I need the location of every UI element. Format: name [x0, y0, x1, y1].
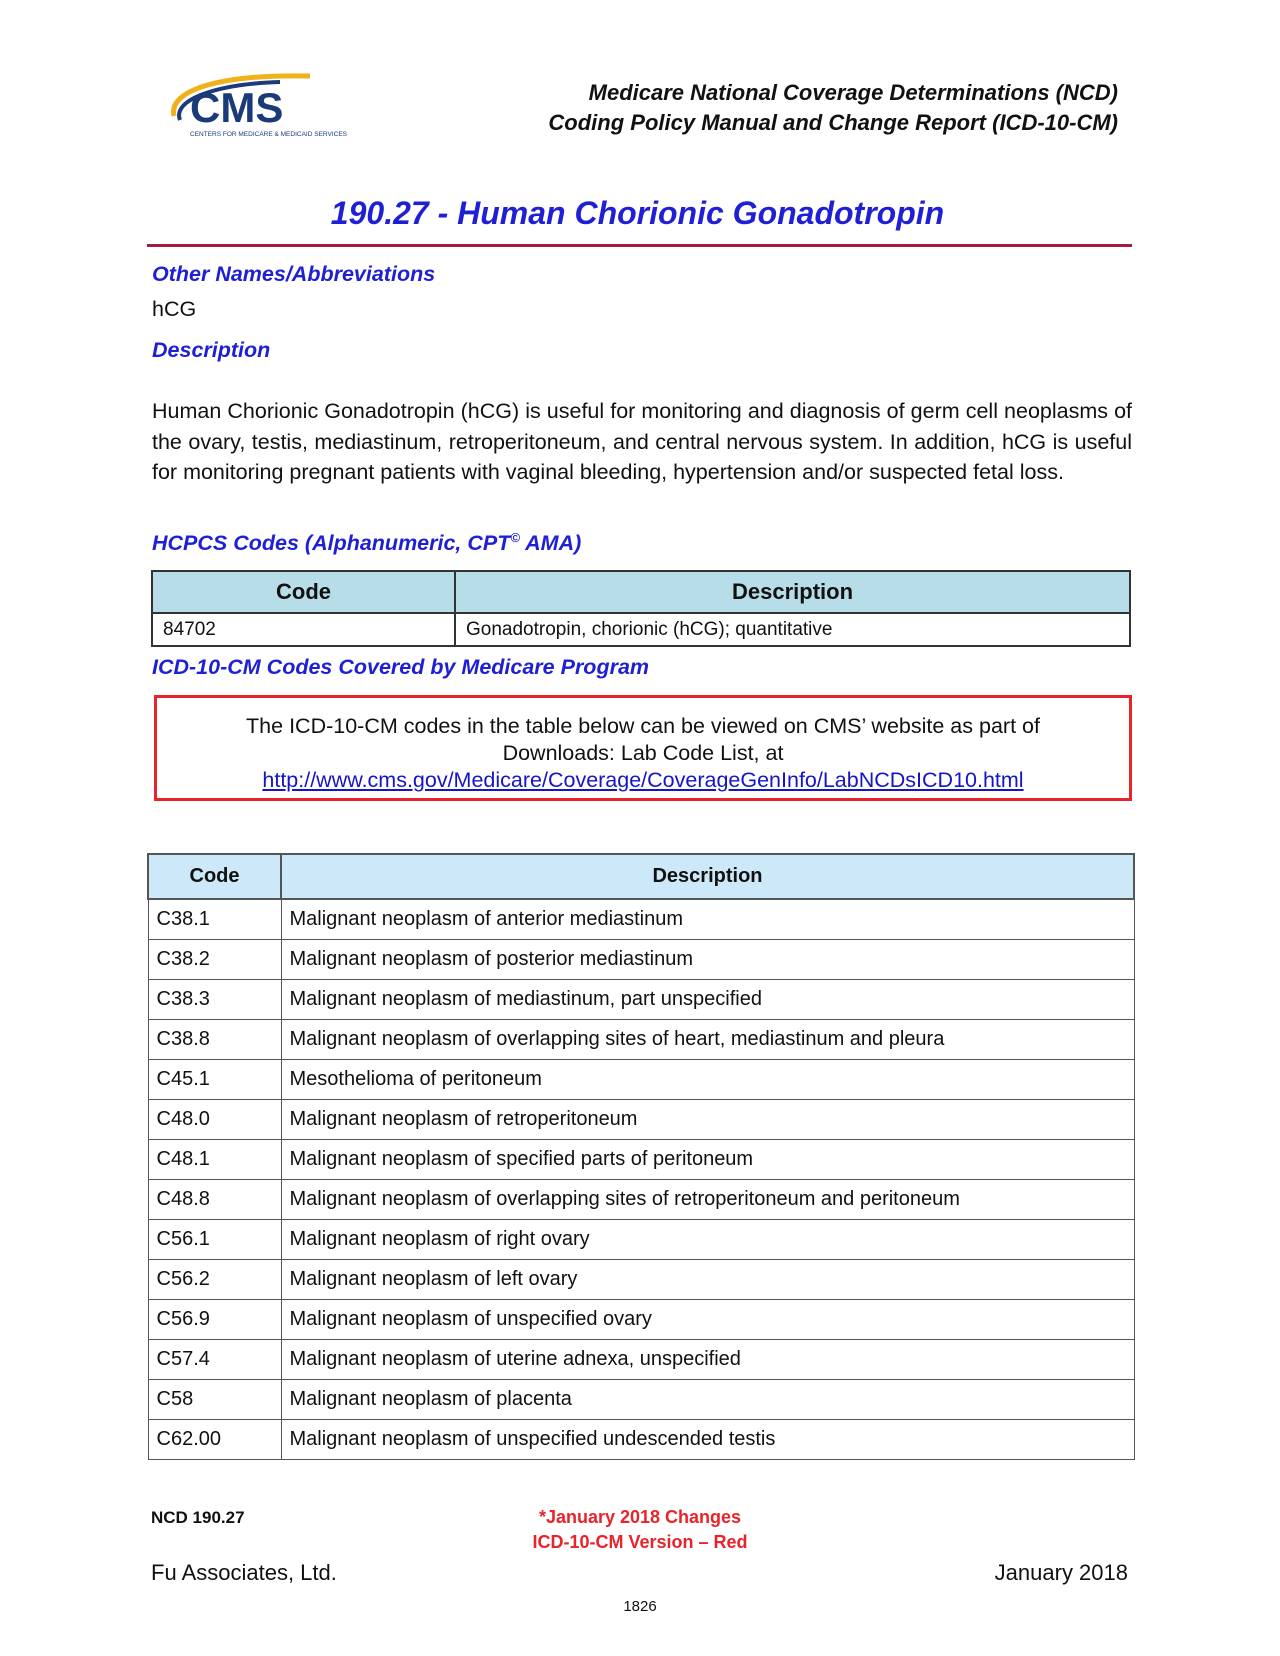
- table-row: [148, 1300, 1134, 1340]
- icd-code-cell: C48.1: [148, 1140, 281, 1180]
- icd-description-cell: Malignant neoplasm of mediastinum, part unspecified: [281, 980, 1134, 1020]
- table-row: [148, 1260, 1134, 1300]
- page-title: 190.27 - Human Chorionic Gonadotropin: [330, 195, 945, 231]
- icd-description-cell: Malignant neoplasm of overlapping sites of retroperitoneum and peritoneum: [281, 1180, 1134, 1220]
- manual-title: [548, 78, 1118, 138]
- logo-text: CMS: [190, 84, 284, 131]
- page-number: 1826: [623, 1598, 657, 1615]
- icd-code-cell: C56.1: [148, 1220, 281, 1260]
- icd-code-cell: C38.2: [148, 940, 281, 980]
- manual-title-line2: Coding Policy Manual and Change Report (ICD-10-CM): [548, 110, 1118, 135]
- table-row: [148, 899, 1134, 940]
- icd-code-cell: C48.0: [148, 1100, 281, 1140]
- icd-description-cell: Malignant neoplasm of anterior mediastinum: [281, 899, 1134, 940]
- icd-code-cell: C58: [148, 1380, 281, 1420]
- icd-description-cell: Malignant neoplasm of left ovary: [281, 1260, 1134, 1300]
- icd-description-cell: Malignant neoplasm of specified parts of peritoneum: [281, 1140, 1134, 1180]
- icd-col-code: Code: [148, 854, 281, 899]
- table-row: [148, 1380, 1134, 1420]
- footer-changes-line2: ICD-10-CM Version – Red: [532, 1532, 748, 1552]
- description-heading: Description: [152, 338, 271, 362]
- logo-subtext: CENTERS FOR MEDICARE & MEDICAID SERVICES: [190, 131, 347, 138]
- hcpcs-description-cell: Gonadotropin, chorionic (hCG); quantitative: [455, 613, 1130, 646]
- notice-line2: Downloads: Lab Code List, at: [502, 741, 784, 765]
- table-row: [148, 1220, 1134, 1260]
- description-text: Human Chorionic Gonadotropin (hCG) is useful for monitoring and diagnosis of germ cell neoplasms of the ovary, testis, mediastinum, retroperitoneum, and central nervous system. In addition, hCG is useful for monitoring pregnant patients with vaginal bleeding, hypertension and/or suspected fetal loss.: [152, 399, 1132, 484]
- hcpcs-table: [151, 570, 1131, 647]
- icd-code-cell: C56.2: [148, 1260, 281, 1300]
- hcpcs-heading-main: HCPCS Codes (Alphanumeric, CPT: [152, 531, 511, 556]
- icd-code-cell: C38.3: [148, 980, 281, 1020]
- other-names-value: hCG: [152, 297, 197, 321]
- icd-code-cell: C56.9: [148, 1300, 281, 1340]
- hcpcs-heading: [152, 530, 581, 556]
- footer-changes-note: [500, 1505, 780, 1555]
- cms-logo: [160, 72, 365, 144]
- hcpcs-col-description: Description: [455, 571, 1130, 613]
- icd-code-cell: C57.4: [148, 1340, 281, 1380]
- footer-company: Fu Associates, Ltd.: [151, 1560, 337, 1585]
- footer-ncd-number: NCD 190.27: [151, 1508, 245, 1527]
- icd-code-cell: C48.8: [148, 1180, 281, 1220]
- hcpcs-code-cell: 84702: [152, 613, 455, 646]
- table-row: [148, 1420, 1134, 1460]
- table-row: [152, 613, 1130, 646]
- table-row: [148, 1100, 1134, 1140]
- icd-code-cell: C38.8: [148, 1020, 281, 1060]
- icd-col-description: Description: [281, 854, 1134, 899]
- icd-heading: ICD-10-CM Codes Covered by Medicare Program: [152, 655, 650, 679]
- icd-header-row: [148, 854, 1134, 899]
- icd-description-cell: Mesothelioma of peritoneum: [281, 1060, 1134, 1100]
- hcpcs-heading-suffix: AMA): [519, 531, 582, 556]
- manual-title-line1: Medicare National Coverage Determinations (NCD): [588, 80, 1118, 105]
- table-row: [148, 1060, 1134, 1100]
- hcpcs-header-row: [152, 571, 1130, 613]
- footer-changes-line1: *January 2018 Changes: [538, 1507, 742, 1527]
- icd-description-cell: Malignant neoplasm of right ovary: [281, 1220, 1134, 1260]
- table-row: [148, 1140, 1134, 1180]
- icd-description-cell: Malignant neoplasm of unspecified ovary: [281, 1300, 1134, 1340]
- icd-code-cell: C38.1: [148, 899, 281, 940]
- lab-code-list-link[interactable]: http://www.cms.gov/Medicare/Coverage/CoverageGenInfo/LabNCDsICD10.html: [262, 768, 1024, 792]
- lab-code-list-notice: [154, 695, 1132, 801]
- hcpcs-col-code: Code: [152, 571, 455, 613]
- icd-description-cell: Malignant neoplasm of unspecified undescended testis: [281, 1420, 1134, 1460]
- icd-description-cell: Malignant neoplasm of placenta: [281, 1380, 1134, 1420]
- icd-description-cell: Malignant neoplasm of uterine adnexa, unspecified: [281, 1340, 1134, 1380]
- table-row: [148, 1340, 1134, 1380]
- icd-description-cell: Malignant neoplasm of overlapping sites of heart, mediastinum and pleura: [281, 1020, 1134, 1060]
- copyright-mark: ©: [510, 530, 520, 545]
- icd-description-cell: Malignant neoplasm of posterior mediastinum: [281, 940, 1134, 980]
- icd-codes-table: [147, 853, 1135, 1460]
- table-row: [148, 980, 1134, 1020]
- footer-date: January 2018: [994, 1560, 1128, 1585]
- table-row: [148, 940, 1134, 980]
- icd-code-cell: C45.1: [148, 1060, 281, 1100]
- cms-logo-graphic: [160, 72, 365, 144]
- icd-description-cell: Malignant neoplasm of retroperitoneum: [281, 1100, 1134, 1140]
- table-row: [148, 1020, 1134, 1060]
- table-row: [148, 1180, 1134, 1220]
- icd-code-cell: C62.00: [148, 1420, 281, 1460]
- other-names-heading: Other Names/Abbreviations: [152, 262, 436, 286]
- notice-line1: The ICD-10-CM codes in the table below can be viewed on CMS’ website as part of: [246, 714, 1040, 738]
- title-divider: [147, 244, 1132, 247]
